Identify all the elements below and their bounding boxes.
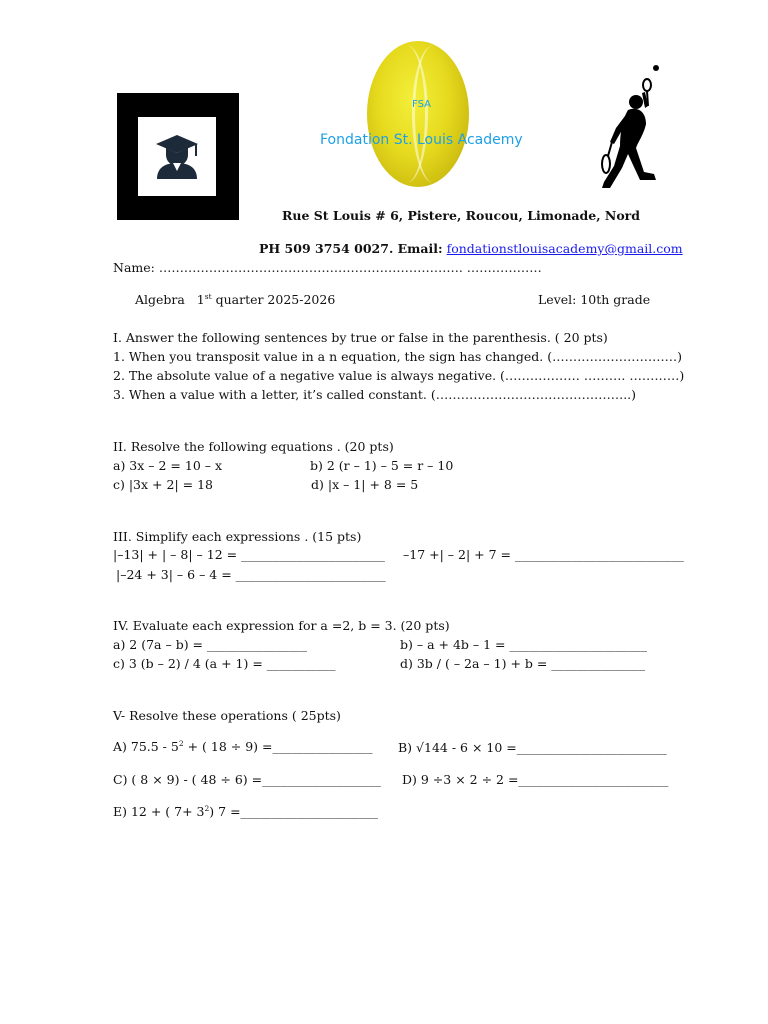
section5-title: V- Resolve these operations ( 25pts)	[113, 708, 341, 723]
section4-title: IV. Evaluate each expression for a =2, b = 3. (20 pts)	[113, 618, 450, 633]
fsa-label: FSA	[412, 99, 431, 110]
section3-item-c: |–24 + 3| – 6 – 4 = ________________________	[116, 567, 386, 582]
section4-item-b: b) – a + 4b – 1 = ______________________	[400, 637, 647, 652]
school-name: Fondation St. Louis Academy	[320, 132, 523, 148]
exam-quarter: 1st quarter 2025-2026	[196, 292, 336, 308]
section1-title: I. Answer the following sentences by true or false in the parenthesis. ( 20 pts)	[113, 330, 608, 345]
school-address: Rue St Louis # 6, Pistere, Roucou, Limonade, Nord	[282, 208, 640, 223]
section4-item-d: d) 3b / ( – 2a – 1) + b = _______________	[400, 656, 646, 671]
section1-item-1: 1. When you transposit value in a n equation, the sign has changed. (…………………………)	[113, 349, 682, 364]
section1-item-3: 3. When a value with a letter, it’s called constant. (………………………………………..)	[113, 387, 637, 402]
section2-item-d: d) |x – 1| + 8 = 5	[311, 477, 419, 492]
logo-inner	[138, 117, 216, 196]
section5-item-c: C) ( 8 × 9) - ( 48 ÷ 6) =___________________	[113, 772, 381, 787]
section3-item-a: |–13| + | – 8| – 12 = _______________________	[113, 547, 385, 562]
tennis-player-silhouette	[598, 62, 708, 194]
section5-item-e: E) 12 + ( $7+ 3^2$) 7 =______________________	[113, 804, 379, 820]
exam-subject: Algebra	[135, 292, 185, 308]
graduate-icon	[138, 117, 216, 196]
tennis-ball	[367, 41, 469, 187]
section2-title: II. Resolve the following equations . (20 pts)	[113, 439, 394, 454]
section3-title: III. Simplify each expressions . (15 pts)	[113, 529, 362, 544]
name-line: Name: ………………………………………………………………. ………………	[113, 260, 542, 275]
section4-item-a: a) 2 (7a – b) = ________________	[113, 637, 308, 652]
exam-info	[135, 292, 335, 307]
section5-item-b: B) √144 - 6 × 10 =________________________	[398, 740, 667, 755]
contact-line	[259, 241, 683, 256]
section2-item-b: b) 2 (r – 1) – 5 = r – 10	[310, 458, 454, 473]
email-link[interactable]: fondationstlouisacademy@gmail.com	[446, 241, 683, 256]
phone-label: PH 509 3754 0027. Email:	[259, 241, 443, 256]
section4-item-c: c) 3 (b – 2) / 4 (a + 1) = ___________	[113, 656, 336, 671]
school-logo	[117, 93, 239, 220]
section1-item-2: 2. The absolute value of a negative value is always negative. (……………… ………. …………)	[113, 368, 685, 383]
section2-item-c: c) |3x + 2| = 18	[113, 477, 213, 492]
section2-item-a: a) 3x – 2 = 10 – x	[113, 458, 223, 473]
section5-item-d: D) 9 ÷3 × 2 ÷ 2 =________________________	[402, 772, 669, 787]
section3-item-b: –17 +| – 2| + 7 = ___________________________	[403, 547, 684, 562]
section5-item-a: A) $75.5 - 5^2$ + ( 18 ÷ 9) =________________	[113, 739, 373, 755]
exam-level: Level: 10th grade	[538, 292, 651, 307]
